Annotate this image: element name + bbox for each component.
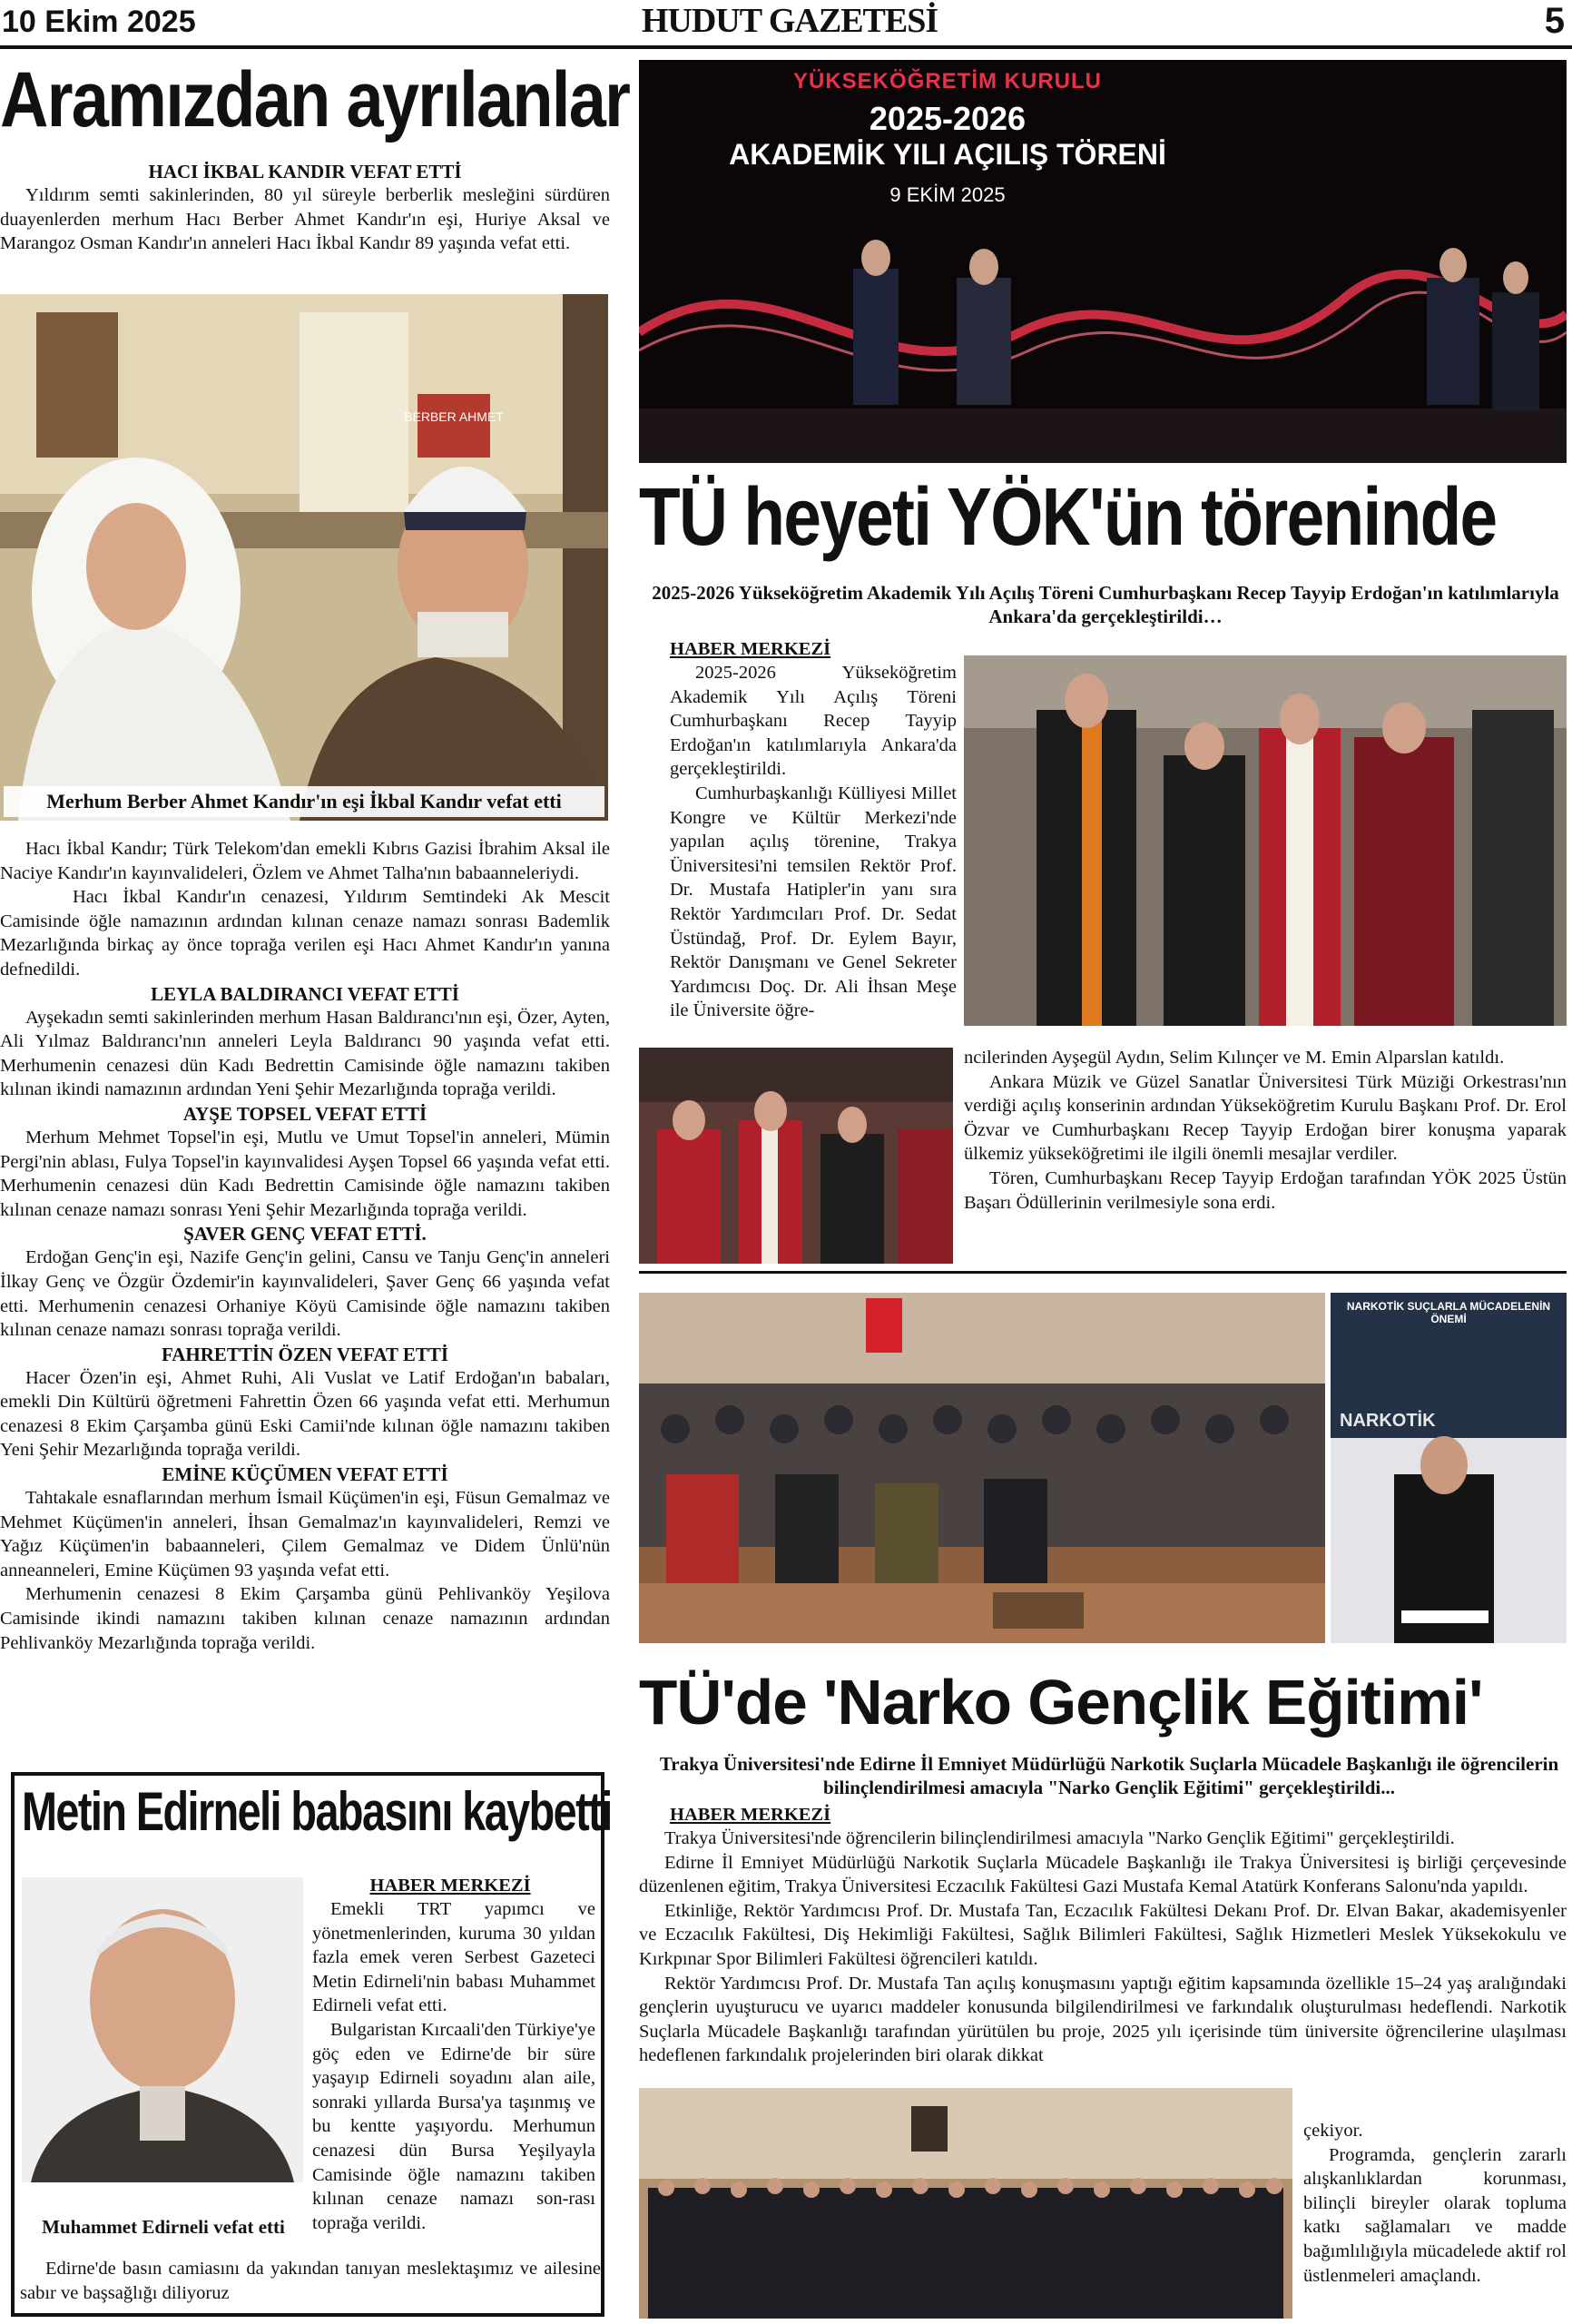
narko-p1: Trakya Üniversitesi'nde öğrencilerin bilinçlendirilmesi amacıyla "Narko Gençlik Eğitimi" gerçekleştirildi. (664, 1828, 1455, 1848)
obit-kucumen-p2: Merhumenin cenazesi 8 Ekim Çarşamba günü Pehlivanköy Yeşilova Camisinde ikindi namazını takiben kılınan cenaze namazının ardından Pehlivanköy Mezarlığında toprağa verildi. (0, 1584, 610, 1653)
section-rule (639, 1271, 1567, 1274)
yok-p2: Cumhurbaşkanlığı Külliyesi Millet Kongre ve Kültür Merkezi'nde yapılan açılış törenine, Trakya Üniversitesi'ni temsilen Rektör Prof. Dr. Mustafa Hatipler'in yanı sıra Rektör Yardımcıları Prof. Dr. Sedat Üstündağ, Prof. Dr. Eylem Bayır, Rektör Danışmanı ve Genel Sekreter Yardımcısı Doç. Dr. Ali İhsan Meşe ile Üniversite öğre- (670, 783, 957, 1021)
metin-p3: Edirne'de basın camiasını da yakından tanıyan meslektaşımız ve ailesine sabır ve başsağlığı diliyoruz (20, 2259, 601, 2303)
obit-heading-topsel: AYŞE TOPSEL VEFAT ETTİ (182, 1102, 427, 1125)
narko-screen-word: NARKOTİK (1340, 1411, 1436, 1431)
obit-heading-ozen: FAHRETTİN ÖZEN VEFAT ETTİ (161, 1343, 449, 1365)
tu-delegation-photo (964, 655, 1567, 1026)
obit-heading-genc: ŞAVER GENÇ VEFAT ETTİ. (183, 1223, 427, 1246)
yok-source: HABER MERKEZİ (670, 639, 831, 659)
paper-name: HUDUT GAZETESİ (641, 2, 938, 40)
yok-p4: Tören, Cumhurbaşkanı Recep Tayyip Erdoğan tarafından YÖK 2025 Üstün Başarı Ödüllerinin verilmesiyle sona erdi. (964, 1167, 1567, 1213)
metin-p2: Bulgaristan Kırcaali'den Türkiye'ye göç eden ve Edirne'de bir süre yaşayıp Edirneli soyadını alan aile, sonraki yıllarda Bursa'ya taşınmış ve bu kentte yaşıyordu. Merhumun cenazesi dün Bursa Yeşilyayla Camisinde öğle namazını takiben kılınan cenaze namazı son-rası toprağa verildi. (312, 2019, 595, 2233)
screen-line2: 2025-2026 (869, 100, 1027, 137)
narko-p3: Etkinliğe, Rektör Yardımcısı Prof. Dr. Mustafa Tan, Eczacılık Fakültesi Dekanı Prof. Dr. Elvan Bakar, akademisyenler ve Eczacılık Fakültesi, Diş Hekimliği Fakültesi, Sağlık Bilimleri Fakültesi, Sağlık Hizmetleri Meslek Yüksekokulu ve Kırkpınar Spor Bilimleri Fakültesi öğrencileri katıldı. (639, 1900, 1567, 1969)
obit-baldiranci-p: Ayşekadın semti sakinlerinden merhum Hasan Baldırancı'nın eşi, Özer, Ayten, Ali Yılmaz Baldırancı'nın anneleri Leyla Baldırancı 90 yaşında vefat etti. Merhumenin cenazesi dün Kadı Bedrettin Camisinde öğle namazını takiben kılınan ikindi namazının ardından Yeni Şehir Mezarlığında toprağa verildi. (0, 1007, 610, 1100)
narko-p2: Edirne İl Emniyet Müdürlüğü Narkotik Suçlarla Mücadele Başkanlığı ile Trakya Üniversitesi iş birliği çerçevesinde düzenlenen eğitim, Trakya Üniversitesi Eczacılık Fakültesi Gazi Mustafa Kemal Atatürk Konferans Salonu'nda yapıldı. (639, 1852, 1567, 1897)
obit-ozen-p: Hacer Özen'in eşi, Ahmet Ruhi, Ali Vuslat ve Latif Erdoğan'ın babaları, emekli Din Kültürü öğretmeni Fahrettin Özen 66 yaşında vefat etti. Merhumun cenazesi 8 Ekim Çarşamba günü Eski Camii'nde kılınan öğle namazını takiben Yeni Şehir Mezarlığında toprağa verildi. (0, 1367, 610, 1461)
muhammet-photo (22, 1877, 303, 2182)
obit-kucumen-p1: Tahtakale esnaflarından merhum İsmail Küçümen'in eşi, Füsun Gemalmaz ve Mehmet Küçümen'in anneleri, İhsan Gemalmaz'ın kayınvalideleri, Remzi ve Yağız Küçümen'in babaanneleri, Çilem Gemalmaz ve Didem Ünlü'nün anneanneleri, Emine Küçümen 93 yaşında vefat etti. (0, 1488, 610, 1581)
yok-title: TÜ heyeti YÖK'ün töreninde (639, 472, 1497, 563)
narko-subtitle: Trakya Üniversitesi'nde Edirne İl Emniyet Müdürlüğü Narkotik Suçlarla Mücadele Başkanlığı ile öğrencilerin bilinçlendirilmesi amacıyla "Narko Gençlik Eğitimi" gerçekleştirildi... (659, 1753, 1559, 1798)
kandir-couple-photo (0, 294, 608, 821)
narko-source: HABER MERKEZİ (670, 1805, 831, 1825)
obit-kandir-p1: Yıldırım semti sakinlerinden, 80 yıl süreyle berberlik mesleğini sürdüren duayenlerden merhum Hacı Berber Ahmet Kandır'ın eşi, Huriye Aksal ve Marangoz Osman Kandır'ın anneleri Hacı İkbal Kandır 89 yaşında vefat etti. (0, 185, 610, 254)
narko-p5: Programda, gençlerin zararlı alışkanlıklardan korunması, bilinçli bireyler olarak topluma katkı sağlamaları ve madde bağımlılığıyla mücadelede aktif rol üstlenmeleri amaçlandı. (1303, 2144, 1567, 2286)
screen-line4: 9 EKİM 2025 (889, 183, 1006, 206)
barber-sign: BERBER AHMET (404, 409, 504, 424)
metin-source: HABER MERKEZİ (369, 1876, 531, 1896)
narko-title: TÜ'de 'Narko Gençlik Eğitimi' (639, 1667, 1483, 1738)
narko-p4: Rektör Yardımcısı Prof. Dr. Mustafa Tan açılış konuşmasını yaptığı eğitim kapsamında özellikle 15–24 yaş aralığındaki gençlerin uyuşturucu ve uyarıcı maddeler konusunda bilgilendirilmesi ve farkındalık oluşturulması hedeflendi. Narkotik Suçlarla Mücadele Başkanlığı tarafından yürütülen bu proje, 2025 yılı içerisinde tüm üniversite öğrencilerine ulaşılması hedeflenen farkındalık projelerinden biri olarak dikkat (639, 1973, 1567, 2066)
narko-speaker-photo (1331, 1293, 1567, 1643)
obits-title: Aramızdan ayrılanlar (0, 56, 630, 143)
kandir-photo-caption: Merhum Berber Ahmet Kandır'ın eşi İkbal Kandır vefat etti (4, 786, 604, 817)
yok-p1: 2025-2026 Yükseköğretim Akademik Yılı Açılış Töreni Cumhurbaşkanı Recep Tayyip Erdoğan'ın katılımlarıyla Ankara'da gerçekleştirildi. (670, 663, 957, 780)
yok-subtitle: 2025-2026 Yükseköğretim Akademik Yılı Açılış Töreni Cumhurbaşkanı Recep Tayyip Erdoğan'ın katılımlarıyla Ankara'da gerçekleştirildi… (652, 582, 1559, 627)
obit-kandir-p3: Hacı İkbal Kandır'ın cenazesi, Yıldırım Semtindeki Ak Mescit Camisinde öğle namazının ardından kılınan cenaze namazı sonrası Bademlik Mezarlığında birkaç ay önce toprağa verilen eşi Hacı Ahmet Kandır'ın yanına defnedildi. (0, 887, 610, 980)
metin-box (11, 1772, 612, 2317)
obit-topsel-p: Merhum Mehmet Topsel'in eşi, Mutlu ve Umut Topsel'in anneleri, Mümin Pergi'nin ablası, Fulya Topsel'in kayınvalidesi Ayşen Topsel 66 yaşında vefat etti. Merhumenin cenazesi dün Kadı Bedrettin Camisinde öğle namazını takiben kılınan cenaze namazı sonrası Yeni Şehir Mezarlığında toprağa verildi. (0, 1127, 610, 1220)
issue-date: 10 Ekim 2025 (2, 5, 196, 39)
narko-audience-photo (639, 1293, 1325, 1643)
obit-heading-baldiranci: LEYLA BALDIRANCI VEFAT ETTİ (151, 982, 459, 1005)
narko-screen-title: NARKOTİK SUÇLARLA MÜCADELENİN ÖNEMİ (1346, 1300, 1551, 1325)
narko-group-photo (639, 2088, 1292, 2319)
obit-heading-kandir: HACI İKBAL KANDIR VEFAT ETTİ (148, 161, 462, 182)
metin-p1: Emekli TRT yapımcı ve yönetmenlerinden, kuruma 30 yıldan fazla emek veren Serbest Gazeteci Metin Edirneli'nin babası Muhammet Edirneli vefat etti. (312, 1899, 595, 2016)
yok-p2-cont: ncilerinden Ayşegül Aydın, Selim Kılınçer ve M. Emin Alparslan katıldı. (964, 1048, 1505, 1068)
academics-seated-photo (639, 1048, 953, 1264)
screen-line1: YÜKSEKÖĞRETİM KURULU (792, 69, 1102, 94)
header-rule (0, 45, 1572, 49)
narko-p4-tail: çekiyor. (1303, 2121, 1363, 2141)
obit-heading-kucumen: EMİNE KÜÇÜMEN VEFAT ETTİ (162, 1463, 448, 1486)
metin-title: Metin Edirneli babasını kaybetti (22, 1781, 612, 1842)
yok-p3: Ankara Müzik ve Güzel Sanatlar Üniversitesi Türk Müziği Orkestrası'nın verdiği açılış konserinin ardından Yükseköğretim Kurulu Başkanı Prof. Dr. Erol Özvar ve Cumhurbaşkanı Recep Tayyip Erdoğan birer konuşma yaparak ülkemiz yükseköğretimi ile ilgili önemli mesajlar verdiler. (964, 1071, 1567, 1165)
obit-genc-p: Erdoğan Genç'in eşi, Nazife Genç'in gelini, Cansu ve Tanju Genç'in anneleri İlkay Genç ve Özgür Özdemir'in kayınvalideleri, Şaver Genç 66 yaşında vefat etti. Merhumenin cenazesi Orhaniye Köyü Camisinde öğle namazını takiben kılınan cenaze namazı sonrası toprağa verildi. (0, 1247, 610, 1341)
screen-line3: AKADEMİK YILI AÇILIŞ TÖRENİ (729, 138, 1166, 171)
muhammet-caption: Muhammet Edirneli vefat etti (42, 2216, 285, 2238)
obit-kandir-p2: Hacı İkbal Kandır; Türk Telekom'dan emekli Kıbrıs Gazisi İbrahim Aksal ile Naciye Kandır'ın kayınvalideleri, Özlem ve Ahmet Talha'nın babaanneleriydi. (0, 839, 610, 883)
yok-ceremony-photo (639, 60, 1567, 463)
page-number: 5 (1544, 1, 1565, 41)
